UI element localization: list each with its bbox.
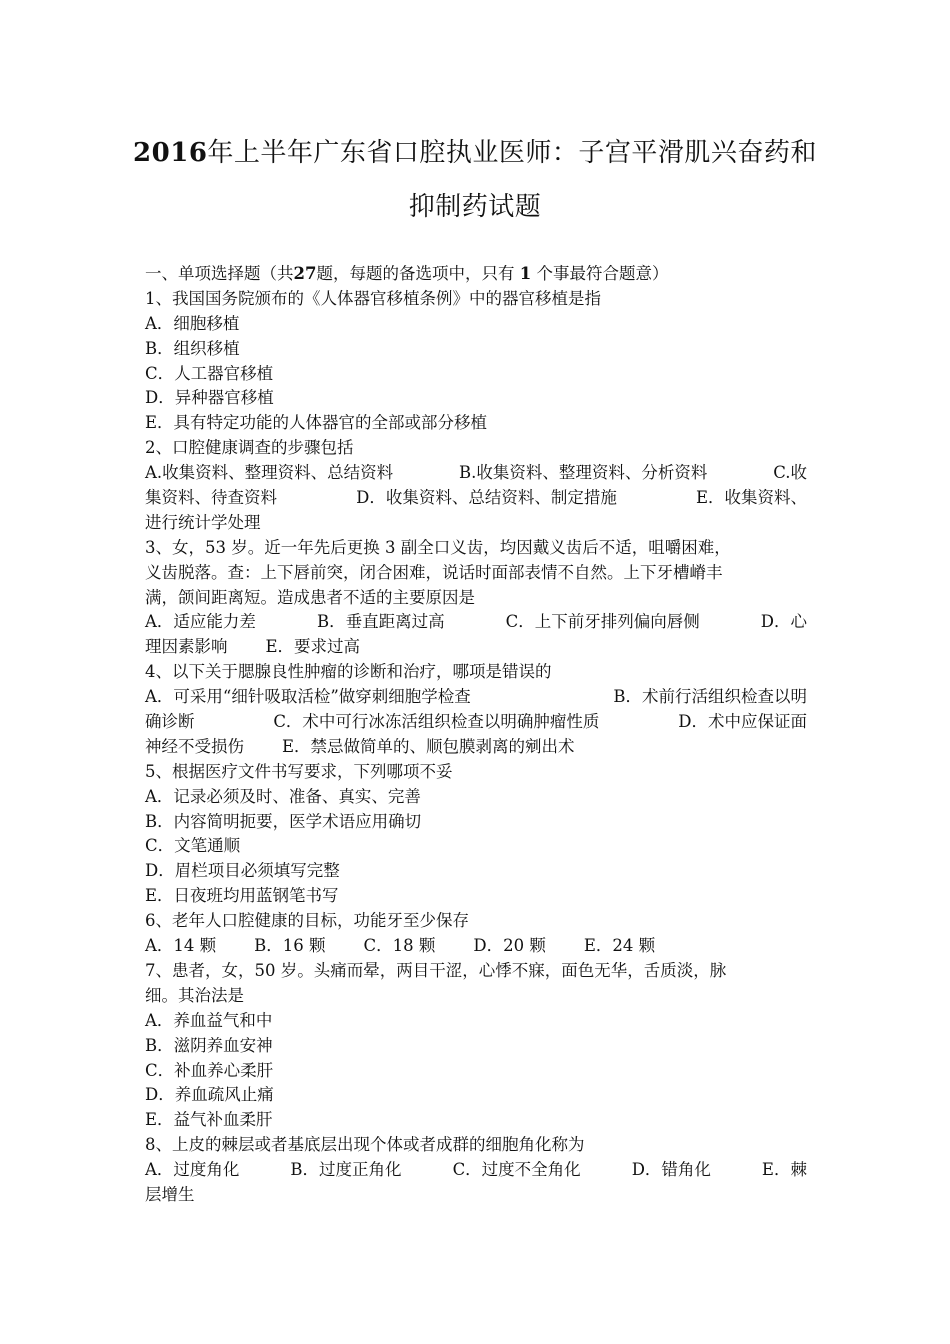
q8-option-c: C．过度不全角化 <box>452 1160 581 1180</box>
q7-stem-line-2: 细。其治法是 <box>145 985 244 1005</box>
q3-option-a: A．适应能力差 <box>145 612 256 632</box>
section-one: 1 <box>519 264 532 283</box>
q7-option-b: B．滋阴养血安神 <box>145 1035 273 1055</box>
q8-option-e-end: 层增生 <box>145 1184 195 1204</box>
title-year: 2016 <box>133 138 208 168</box>
q7-option-a: A．养血益气和中 <box>145 1010 273 1030</box>
q1-option-b: B．组织移植 <box>145 338 240 358</box>
q3-options-line-2 <box>145 635 807 660</box>
q8-option-d: D．错角化 <box>631 1160 711 1180</box>
section-count: 27 <box>293 264 317 283</box>
q4-option-b-start: B．术前行活组织检查以明 <box>613 687 807 707</box>
q8-option-a: A．过度角化 <box>145 1160 240 1180</box>
q7-option-e: E．益气补血柔肝 <box>145 1110 273 1130</box>
q6-option-e: E．24 颗 <box>583 936 656 956</box>
q4-option-c: C．术中可行冰冻活组织检查以明确肿瘤性质 <box>273 712 600 732</box>
q6-option-d: D．20 颗 <box>473 936 546 956</box>
section-heading <box>145 262 807 287</box>
q1-stem: 1、我国国务院颁布的《人体器官移植条例》中的器官移植是指 <box>145 288 601 308</box>
q3-option-d-start: D．心 <box>760 612 807 632</box>
q4-options-line-3 <box>145 735 807 760</box>
q3-option-e: E．要求过高 <box>265 637 361 657</box>
q1-option-c: C．人工器官移植 <box>145 363 274 383</box>
q3-option-d-end: 理因素影响 <box>145 637 228 657</box>
q4-stem: 4、以下关于腮腺良性肿瘤的诊断和治疗，哪项是错误的 <box>145 662 552 682</box>
section-middle: 题，每题的备选项中，只有 <box>316 264 515 283</box>
q2-options-line-2 <box>145 486 807 511</box>
q7-option-c: C．补血养心柔肝 <box>145 1060 274 1080</box>
q2-option-e-end: 进行统计学处理 <box>145 512 261 532</box>
q4-option-e: E．禁忌做简单的、顺包膜剥离的剜出术 <box>282 736 575 756</box>
q4-option-b-end: 确诊断 <box>145 712 195 732</box>
q2-option-e-start: E．收集资料、 <box>695 488 807 508</box>
q3-stem-line-2: 义齿脱落。查：上下唇前突，闭合困难，说话时面部表情不自然。上下牙槽嵴丰 <box>145 562 723 582</box>
q6-options <box>145 934 807 959</box>
q2-stem: 2、口腔健康调查的步骤包括 <box>145 438 354 458</box>
q5-stem: 5、根据医疗文件书写要求，下列哪项不妥 <box>145 761 453 781</box>
q3-option-b: B．垂直距离过高 <box>316 612 445 632</box>
q6-option-a: A．14 颗 <box>145 936 217 956</box>
section-suffix: 个事最符合题意） <box>536 264 669 283</box>
question-body <box>145 262 807 1208</box>
title-line-1-text: 年上半年广东省口腔执业医师：子宫平滑肌兴奋药和 <box>207 138 817 168</box>
q8-option-e-start: E．棘 <box>761 1160 807 1180</box>
q4-option-d-start: D．术中应保证面 <box>678 712 807 732</box>
q4-option-d-end: 神经不受损伤 <box>145 736 244 756</box>
q8-option-b: B．过度正角化 <box>290 1160 402 1180</box>
q1-option-e: E．具有特定功能的人体器官的全部或部分移植 <box>145 413 488 433</box>
q3-stem-line-1: 3、女，53 岁。近一年先后更换 3 副全口义齿，均因戴义齿后不适，咀嚼困难， <box>145 537 731 557</box>
q4-options-line-1 <box>145 685 807 710</box>
q1-option-a: A．细胞移植 <box>145 313 240 333</box>
q3-option-c: C．上下前牙排列偏向唇侧 <box>505 612 700 632</box>
q2-option-d: D．收集资料、总结资料、制定措施 <box>356 488 617 508</box>
q8-stem: 8、上皮的棘层或者基底层出现个体或者成群的细胞角化称为 <box>145 1135 585 1155</box>
q2-option-c-end: 集资料、待查资料 <box>145 488 277 508</box>
q2-option-a: A.收集资料、整理资料、总结资料 <box>145 463 394 483</box>
q5-option-e: E．日夜班均用蓝钢笔书写 <box>145 886 339 906</box>
q5-option-d: D．眉栏项目必须填写完整 <box>145 861 340 881</box>
q5-option-b: B．内容简明扼要，医学术语应用确切 <box>145 811 422 831</box>
q7-stem-line-1: 7、患者，女，50 岁。头痛而晕，两目干涩，心悸不寐，面色无华，舌质淡，脉 <box>145 960 727 980</box>
document-title-line-1 <box>100 132 850 169</box>
q6-option-c: C．18 颗 <box>363 936 436 956</box>
q5-option-a: A．记录必须及时、准备、真实、完善 <box>145 786 421 806</box>
q2-options-line-1 <box>145 461 807 486</box>
q1-option-d: D．异种器官移植 <box>145 388 274 408</box>
q2-option-b: B.收集资料、整理资料、分析资料 <box>459 463 708 483</box>
q2-option-c-start: C.收 <box>773 463 807 483</box>
q4-options-line-2 <box>145 710 807 735</box>
q3-options-line-1 <box>145 610 807 635</box>
q5-option-c: C．文笔通顺 <box>145 836 241 856</box>
q7-option-d: D．养血疏风止痛 <box>145 1085 274 1105</box>
section-prefix: 一、单项选择题（共 <box>145 264 294 283</box>
document-title-line-2: 抑制药试题 <box>408 192 542 222</box>
q3-stem-line-3: 满，颌间距离短。造成患者不适的主要原因是 <box>145 587 475 607</box>
q6-option-b: B．16 颗 <box>254 936 326 956</box>
q8-options-line-1 <box>145 1158 807 1183</box>
q4-option-a: A．可采用“细针吸取活检”做穿刺细胞学检查 <box>145 687 471 707</box>
q6-stem: 6、老年人口腔健康的目标，功能牙至少保存 <box>145 911 469 931</box>
